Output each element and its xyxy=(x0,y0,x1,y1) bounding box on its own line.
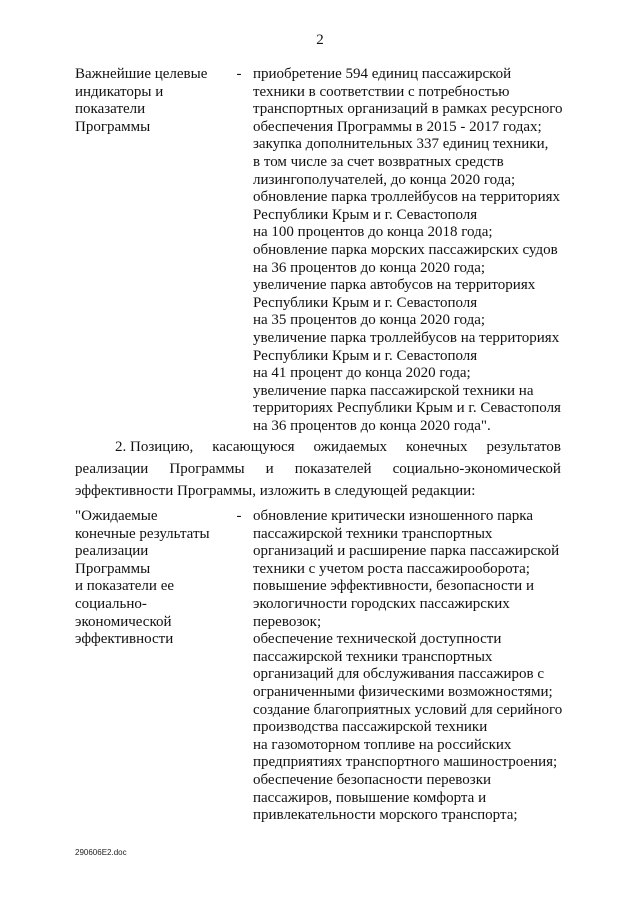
results-content-line: экологичности городских пассажирских xyxy=(253,595,510,612)
paragraph-line xyxy=(75,436,561,458)
targets-content-line: на 35 процентов до конца 2020 года; xyxy=(253,312,486,329)
results-label-line: Программы xyxy=(75,560,151,577)
results-content xyxy=(253,508,565,825)
results-dash: - xyxy=(236,508,242,524)
targets-content-line: увеличение парка пассажирской техники на xyxy=(253,382,534,399)
targets-label xyxy=(75,66,225,136)
targets-label-line: Важнейшие целевые xyxy=(75,66,208,82)
results-content-line: техники с учетом роста пассажирооборота; xyxy=(253,560,530,577)
targets-content-line: на 100 процентов до конца 2018 года; xyxy=(253,224,493,241)
paragraph-word: Программы xyxy=(169,461,245,477)
targets-content-line: техники в соответствии с потребностью xyxy=(253,83,510,100)
targets-content-line: лизингополучателей, до конца 2020 года; xyxy=(253,171,516,188)
results-label-line: социально- xyxy=(75,595,147,612)
paragraph-text: эффективности Программы, изложить в следующей редакции: xyxy=(75,483,476,499)
targets-section xyxy=(75,66,565,435)
results-content-line: организаций для обслуживания пассажиров с xyxy=(253,666,544,683)
targets-content-line: закупка дополнительных 337 единиц техники, xyxy=(253,136,549,153)
paragraph-word: и xyxy=(265,461,274,477)
results-content-line: пассажиров, повышение комфорта и xyxy=(253,789,487,806)
paragraph-word: показателей xyxy=(294,461,372,477)
results-content-line: обеспечение технической доступности xyxy=(253,631,502,648)
amendment-paragraph xyxy=(75,436,561,502)
paragraph-word: ожидаемых xyxy=(313,439,388,455)
results-content-line: ограниченными физическими возможностями; xyxy=(253,683,553,700)
results-content-line: перевозок; xyxy=(253,613,322,630)
results-content-line: на газомоторном топливе на российских xyxy=(253,736,512,753)
targets-label-line: показатели xyxy=(75,101,146,118)
targets-label-line: Программы xyxy=(75,118,151,135)
results-content-line: производства пассажирской техники xyxy=(253,719,488,736)
results-label-line: "Ожидаемые xyxy=(75,508,158,524)
targets-row xyxy=(75,66,565,435)
results-content-line: обеспечение безопасности перевозки xyxy=(253,771,492,788)
paragraph-word: результатов xyxy=(486,439,561,455)
paragraph-word: реализации xyxy=(75,461,149,477)
results-content-line: повышение эффективности, безопасности и xyxy=(253,578,534,595)
targets-content-line: обновление парка троллейбусов на территориях xyxy=(253,189,561,206)
targets-content-line: на 36 процентов до конца 2020 года; xyxy=(253,259,486,276)
paragraph-word: социально-экономической xyxy=(392,461,561,477)
targets-content xyxy=(253,66,565,435)
page-number: 2 xyxy=(316,32,324,48)
targets-content-line: на 41 процент до конца 2020 года; xyxy=(253,365,471,382)
paragraph-word: конечных xyxy=(406,439,468,455)
targets-content-line: Республики Крым и г. Севастополя xyxy=(253,347,478,364)
targets-content-line: в том числе за счет возвратных средств xyxy=(253,153,504,170)
results-content-line: создание благоприятных условий для серийного xyxy=(253,701,563,718)
targets-content-line: увеличение парка троллейбусов на территориях xyxy=(253,329,560,346)
results-content-line: предприятиях транспортного машиностроения; xyxy=(253,754,558,771)
results-label-line: эффективности xyxy=(75,631,174,648)
targets-content-line: Республики Крым и г. Севастополя xyxy=(253,206,478,223)
targets-content-line: транспортных организаций в рамках ресурсного xyxy=(253,101,563,118)
results-label-line: экономической xyxy=(75,613,172,630)
results-content-line: обновление критически изношенного парка xyxy=(253,508,534,524)
targets-label-line: индикаторы и xyxy=(75,83,164,100)
targets-content-line: Республики Крым и г. Севастополя xyxy=(253,294,478,311)
results-content-line: привлекательности морского транспорта; xyxy=(253,807,518,824)
targets-content-line: на 36 процентов до конца 2020 года". xyxy=(253,417,491,434)
results-label xyxy=(75,508,225,649)
results-section xyxy=(75,508,565,825)
results-content-line: пассажирской техники транспортных xyxy=(253,648,493,665)
results-row xyxy=(75,508,565,825)
results-content-line: организаций и расширение парка пассажирской xyxy=(253,543,560,560)
targets-content-line: увеличение парка автобусов на территориях xyxy=(253,277,536,294)
paragraph-line xyxy=(75,458,561,480)
paragraph-word: 2. Позицию, xyxy=(115,439,194,455)
results-content-line: пассажирской техники транспортных xyxy=(253,525,493,542)
results-label-line: реализации xyxy=(75,543,149,560)
targets-content-line: обеспечения Программы в 2015 - 2017 годах; xyxy=(253,118,542,135)
file-name-footer: 290606E2.doc xyxy=(75,848,127,857)
paragraph-line xyxy=(75,480,561,502)
targets-content-line: приобретение 594 единиц пассажирской xyxy=(253,66,512,82)
targets-dash: - xyxy=(236,66,242,82)
results-label-line: и показатели ее xyxy=(75,578,175,595)
paragraph-word: касающуюся xyxy=(212,439,295,455)
targets-content-line: территориях Республики Крым и г. Севастополя xyxy=(253,400,561,417)
results-label-line: конечные результаты xyxy=(75,525,210,542)
targets-content-line: обновление парка морских пассажирских судов xyxy=(253,241,558,258)
